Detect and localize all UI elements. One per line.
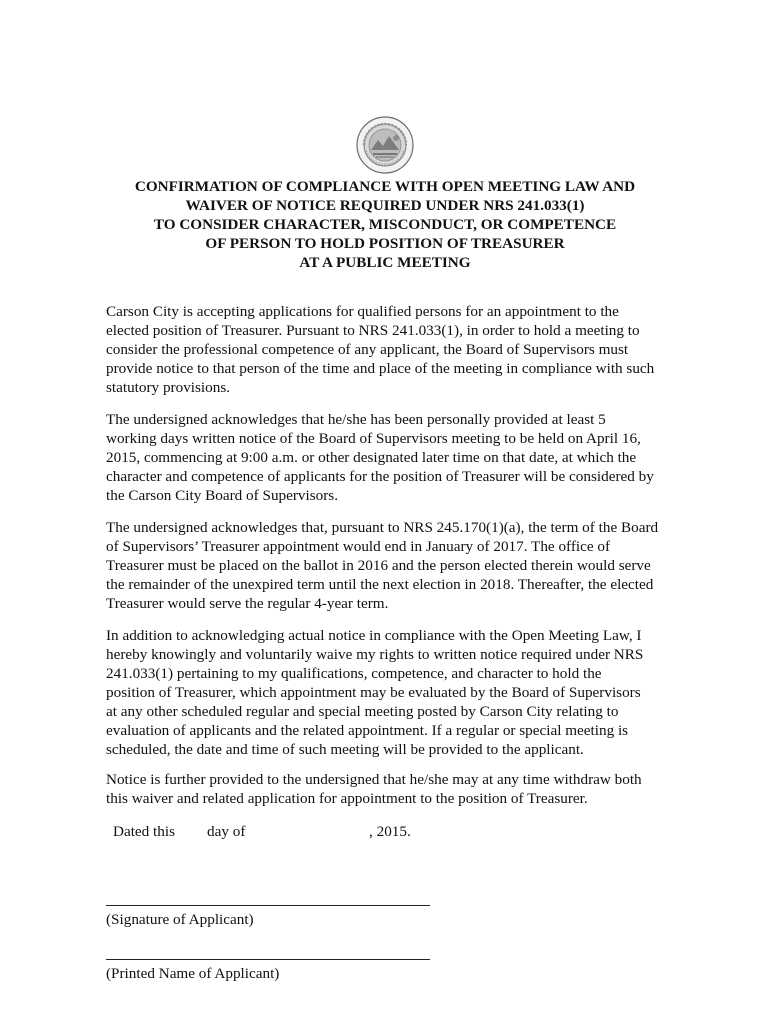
paragraph-line: elected position of Treasurer. Pursuant to NRS 241.033(1), in order to hold a meeting to: [106, 322, 640, 339]
paragraph-line: hereby knowingly and voluntarily waive my rights to written notice required under NRS: [106, 646, 644, 663]
paragraph-line: consider the professional competence of any applicant, the Board of Supervisors must: [106, 341, 629, 358]
paragraph-line: this waiver and related application for appointment to the position of Treasurer.: [106, 790, 588, 807]
title-line: CONFIRMATION OF COMPLIANCE WITH OPEN MEETING LAW AND: [134, 178, 636, 195]
paragraph-line: at any other scheduled regular and special meeting posted by Carson City relating to: [106, 703, 619, 720]
paragraph-line: the remainder of the unexpired term until the next election in 2018. Thereafter, the elected: [106, 576, 654, 593]
printed-name-label: (Printed Name of Applicant): [106, 965, 280, 982]
paragraph-notice-acknowledgment: [106, 410, 659, 505]
dated-this-label: Dated this: [113, 823, 176, 840]
paragraph-term-acknowledgment: [106, 518, 659, 613]
paragraph-line: Treasurer must be placed on the ballot in 2016 and the person elected therein would serve: [106, 557, 651, 574]
paragraph-line: In addition to acknowledging actual notice in compliance with the Open Meeting Law, I: [106, 627, 642, 644]
paragraph-line: 241.033(1) pertaining to my qualifications, competence, and character to hold the: [106, 665, 602, 682]
paragraph-line: position of Treasurer, which appointment may be evaluated by the Board of Supervisors: [106, 684, 641, 701]
paragraph-line: working days written notice of the Board of Supervisors meeting to be held on April 16,: [106, 430, 641, 447]
paragraph-line: of Supervisors’ Treasurer appointment would end in January of 2017. The office of: [106, 538, 611, 555]
paragraph-line: The undersigned acknowledges that he/she has been personally provided at least 5: [106, 411, 606, 428]
carson-city-seal-icon: [356, 116, 414, 174]
paragraph-line: The undersigned acknowledges that, pursuant to NRS 245.170(1)(a), the term of the Board: [106, 519, 659, 536]
signature-label: (Signature of Applicant): [106, 911, 254, 928]
title-line: TO CONSIDER CHARACTER, MISCONDUCT, OR COMPETENCE: [153, 216, 617, 233]
day-of-label: day of: [207, 823, 246, 840]
title-line: OF PERSON TO HOLD POSITION OF TREASURER: [205, 235, 565, 252]
paragraph-line: scheduled, the date and time of such meeting will be provided to the applicant.: [106, 741, 584, 758]
paragraph-line: the Carson City Board of Supervisors.: [106, 487, 339, 504]
paragraph-waiver: [106, 626, 659, 759]
paragraph-withdrawal: [106, 770, 659, 808]
year-label: , 2015.: [369, 823, 411, 840]
document-title: [40, 177, 730, 272]
printed-name-line[interactable]: [106, 959, 430, 960]
paragraph-line: Carson City is accepting applications for qualified persons for an appointment to the: [106, 303, 619, 320]
paragraph-line: statutory provisions.: [106, 379, 231, 396]
paragraph-line: Notice is further provided to the undersigned that he/she may at any time withdraw both: [106, 771, 642, 788]
paragraph-line: evaluation of applicants and the related appointment. If a regular or special meeting is: [106, 722, 629, 739]
paragraph-line: 2015, commencing at 9:00 a.m. or other designated later time on that date, at which the: [106, 449, 637, 466]
paragraph-line: Treasurer would serve the regular 4-year term.: [106, 595, 389, 612]
title-line: AT A PUBLIC MEETING: [299, 254, 471, 271]
paragraph-applications: [106, 302, 659, 397]
paragraph-line: provide notice to that person of the time and place of the meeting in compliance with such: [106, 360, 655, 377]
paragraph-line: character and competence of applicants for the position of Treasurer will be considered by: [106, 468, 654, 485]
title-line: WAIVER OF NOTICE REQUIRED UNDER NRS 241.033(1): [185, 197, 585, 214]
signature-line[interactable]: [106, 905, 430, 906]
